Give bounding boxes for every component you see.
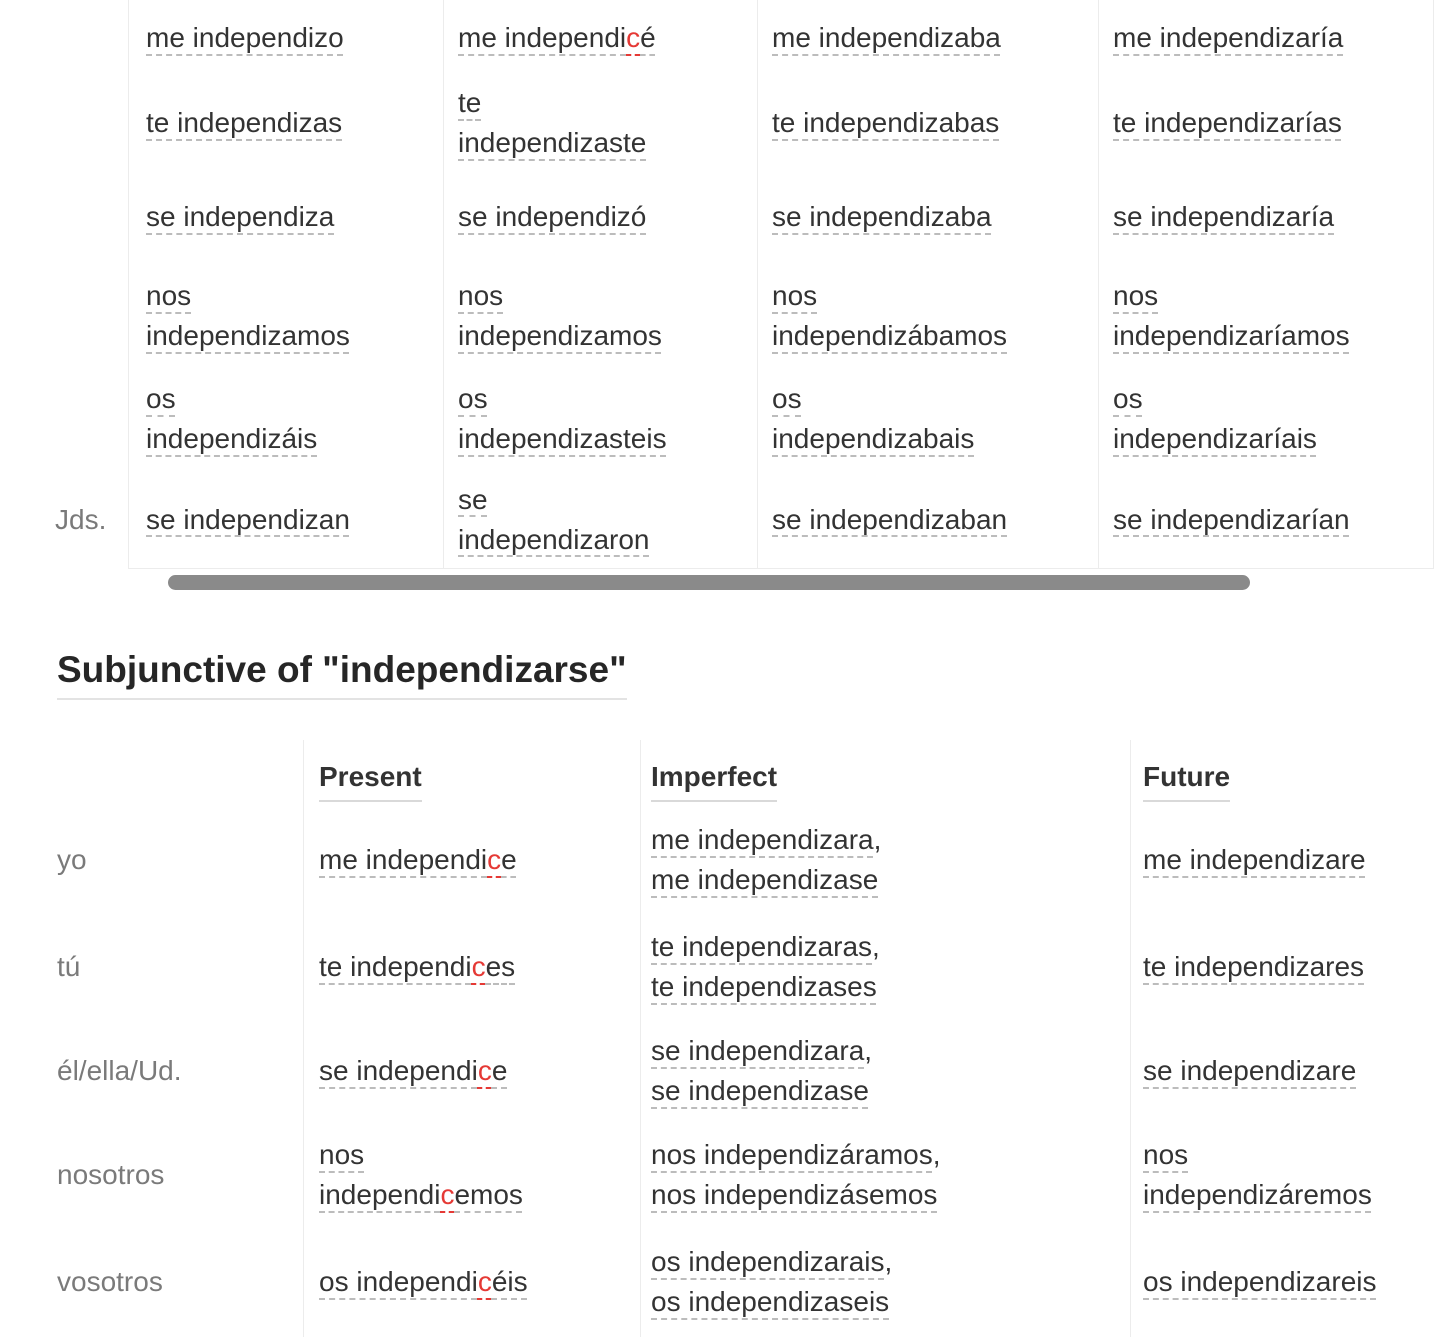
conjugation-cell [443, 0, 757, 76]
verb-form-text: se independizaría [1113, 201, 1335, 232]
verb-form-text: independizasteis [458, 423, 667, 454]
verb-form[interactable] [146, 276, 191, 316]
conjugation-cell [303, 915, 640, 1019]
table-row [0, 805, 1440, 915]
verb-form[interactable] [1143, 1135, 1188, 1175]
verb-form-text: é [640, 22, 656, 53]
conjugation-cell [1098, 264, 1433, 368]
table-row [0, 76, 1440, 170]
verb-form-text: independizabais [772, 423, 975, 454]
verb-form[interactable] [1143, 1175, 1372, 1215]
person-label: vosotros [57, 1266, 163, 1297]
irregular-letter: c [471, 951, 486, 982]
verb-form[interactable] [651, 860, 878, 900]
conjugation-cell [1130, 1019, 1440, 1123]
verb-form[interactable] [772, 197, 992, 237]
verb-form-text: os [458, 383, 488, 414]
verb-form-text: me independi [319, 844, 488, 875]
verb-form-text: e [501, 844, 517, 875]
conjugation-cell [303, 1019, 640, 1123]
verb-form[interactable] [772, 18, 1001, 58]
verb-form-text: me independizara [651, 824, 874, 855]
table-row [0, 0, 1440, 76]
verb-form-text: se independizó [458, 201, 647, 232]
conjugation-cell [128, 264, 443, 368]
verb-form[interactable] [772, 379, 802, 419]
tense-header-cell [303, 740, 640, 805]
verb-form-text: te independizarías [1113, 107, 1342, 138]
verb-form-text: te independi [319, 951, 472, 982]
verb-form-text: se independizan [146, 503, 350, 535]
section-heading-text: Subjunctive of "independizarse" [57, 650, 627, 700]
person-label-cell [0, 1123, 303, 1227]
tense-header-imperfect: Imperfect [651, 762, 777, 802]
person-label-cell [0, 470, 128, 569]
verb-form-text: se independizare [1143, 1055, 1357, 1086]
verb-form[interactable] [772, 103, 999, 143]
verb-form[interactable] [651, 1071, 869, 1111]
verb-form-text: nos [146, 280, 192, 311]
indicative-conjugation-table [0, 0, 1440, 569]
verb-form[interactable] [458, 480, 488, 520]
tense-header-present: Present [319, 762, 422, 802]
table-edge-cell [1433, 0, 1440, 76]
verb-form[interactable] [772, 316, 1007, 356]
verb-form-text: es [485, 951, 516, 982]
conjugation-cell [443, 264, 757, 368]
verb-form-text: e [491, 1055, 508, 1086]
verb-form-text: independizaríais [1113, 423, 1317, 454]
verb-form-text: os independi [319, 1266, 478, 1297]
verb-form-text: os independizareis [1143, 1266, 1377, 1297]
verb-form[interactable] [651, 1135, 941, 1175]
verb-form[interactable] [1113, 197, 1334, 237]
tense-header-cell [1130, 740, 1440, 805]
conjugation-cell [303, 1227, 640, 1337]
verb-form-text: independizaron [458, 523, 650, 555]
verb-form-text: nos [319, 1139, 365, 1170]
verb-form[interactable] [146, 18, 344, 58]
comma: , [864, 1035, 873, 1066]
verb-form[interactable] [651, 1282, 889, 1322]
verb-form[interactable] [1113, 18, 1343, 58]
conjugation-cell [128, 470, 443, 569]
verb-form[interactable] [1113, 316, 1350, 356]
conjugation-cell [1130, 805, 1440, 915]
conjugation-cell [757, 264, 1098, 368]
table-row [0, 1227, 1440, 1337]
comma: , [872, 931, 880, 962]
conjugation-cell [128, 170, 443, 264]
verb-form[interactable] [146, 419, 317, 459]
verb-form-text: se [458, 483, 488, 515]
verb-form[interactable] [651, 927, 880, 967]
table-edge-cell [1433, 470, 1440, 569]
table-bottom-border [128, 568, 1433, 569]
verb-form-text: se independizase [651, 1075, 869, 1106]
verb-form[interactable] [1113, 419, 1317, 459]
table-row [0, 170, 1440, 264]
verb-form[interactable] [146, 379, 176, 419]
verb-form[interactable] [146, 316, 350, 356]
irregular-letter: c [626, 22, 641, 53]
verb-form-text: me independizare [1143, 844, 1366, 875]
person-label: tú [57, 951, 81, 982]
conjugation-cell [640, 805, 1130, 915]
verb-form[interactable] [1113, 379, 1143, 419]
subjunctive-conjugation-table [0, 740, 1440, 1337]
verb-form[interactable] [1113, 276, 1158, 316]
tense-header-future: Future [1143, 762, 1230, 802]
verb-form-text: nos [772, 280, 818, 311]
verb-form-text: me independi [458, 22, 627, 53]
verb-form-text: se independiza [146, 201, 335, 232]
conjugation-cell [640, 915, 1130, 1019]
comma: , [932, 1139, 941, 1170]
verb-form[interactable] [772, 419, 974, 459]
person-label-cell [0, 740, 303, 805]
irregular-letter: c [440, 1179, 455, 1210]
verb-form-text: se independi [319, 1055, 478, 1086]
verb-form-text: nos independizásemos [651, 1179, 938, 1210]
verb-form[interactable] [1143, 840, 1366, 880]
verb-form-text: nos independizáramos [651, 1139, 933, 1170]
verb-form-text: te independizases [651, 971, 877, 1002]
table-header-row [0, 740, 1440, 805]
conjugation-cell [1130, 1123, 1440, 1227]
verb-form[interactable] [772, 276, 817, 316]
verb-form[interactable] [146, 197, 334, 237]
verb-form-text: os [1113, 383, 1143, 414]
section-heading [57, 650, 1440, 700]
verb-form-text: te independizas [146, 107, 343, 138]
conjugation-cell [443, 470, 757, 569]
verb-form-text: independizaste [458, 127, 647, 158]
verb-form[interactable] [458, 83, 481, 123]
person-label-cell [0, 1227, 303, 1337]
verb-form[interactable] [1113, 500, 1350, 540]
conjugation-cell [1130, 1227, 1440, 1337]
person-label-cell [0, 76, 128, 170]
verb-form[interactable] [1143, 1051, 1356, 1091]
comma: , [884, 1246, 893, 1277]
verb-form[interactable] [651, 1242, 892, 1282]
verb-form[interactable] [319, 840, 517, 880]
conjugation-cell [303, 1123, 640, 1227]
verb-form-text: os independizaseis [651, 1286, 890, 1317]
verb-form-text: os [146, 383, 176, 414]
verb-form[interactable] [458, 197, 646, 237]
verb-form-text: independi [319, 1179, 441, 1210]
table-row [0, 915, 1440, 1019]
conjugation-cell [128, 76, 443, 170]
verb-form[interactable] [651, 967, 877, 1007]
conjugation-cell [443, 368, 757, 470]
verb-form-text: nos [1113, 280, 1159, 311]
person-label-cell [0, 1019, 303, 1123]
tense-header-cell [640, 740, 1130, 805]
verb-form[interactable] [319, 1051, 507, 1091]
verb-form-text: se independizaban [772, 503, 1008, 535]
horizontal-scrollbar[interactable] [168, 575, 1250, 590]
verb-form[interactable] [1143, 947, 1364, 987]
verb-form-text: nos [458, 280, 504, 311]
comma: , [873, 824, 882, 855]
person-label-cell [0, 805, 303, 915]
verb-form-text: independizaríamos [1113, 320, 1350, 351]
conjugation-cell [640, 1019, 1130, 1123]
verb-form-text: te independizabas [772, 107, 1000, 138]
table-row [0, 470, 1440, 569]
irregular-letter: c [487, 844, 502, 875]
verb-form-text: se independizarían [1113, 503, 1350, 535]
verb-form[interactable] [458, 276, 503, 316]
irregular-letter: c [477, 1055, 492, 1086]
person-label-cell [0, 170, 128, 264]
irregular-letter: c [477, 1266, 492, 1297]
conjugation-cell [443, 76, 757, 170]
verb-form-text: te [458, 87, 482, 118]
verb-form-text: nos [1143, 1139, 1189, 1170]
verb-form-text: se independizara [651, 1035, 865, 1066]
verb-form-text: me independizo [146, 22, 344, 53]
conjugation-cell [1098, 170, 1433, 264]
verb-form-text: me independizaba [772, 22, 1001, 53]
person-label-cell [0, 264, 128, 368]
table-edge-cell [1433, 264, 1440, 368]
person-label: él/ella/Ud. [57, 1055, 182, 1086]
verb-form[interactable] [651, 1175, 937, 1215]
conjugation-cell [128, 0, 443, 76]
conjugation-cell [757, 368, 1098, 470]
verb-form-text: me independizase [651, 864, 879, 895]
verb-form-text: independizamos [146, 320, 350, 351]
verb-form-text: independizáis [146, 423, 318, 454]
verb-form[interactable] [1143, 1262, 1377, 1302]
conjugation-cell [1098, 76, 1433, 170]
verb-form-text: te independizaras [651, 931, 873, 962]
conjugation-cell [757, 0, 1098, 76]
verb-form[interactable] [319, 947, 515, 987]
verb-form[interactable] [651, 1031, 872, 1071]
conjugation-cell [757, 470, 1098, 569]
conjugation-cell [1098, 470, 1433, 569]
verb-form-text: éis [491, 1266, 528, 1297]
verb-form[interactable] [319, 1135, 364, 1175]
conjugation-cell [1098, 0, 1433, 76]
conjugation-cell [1130, 915, 1440, 1019]
verb-form-text: se independizaba [772, 201, 992, 232]
verb-form-text: os [772, 383, 802, 414]
conjugation-cell [1098, 368, 1433, 470]
conjugation-cell [640, 1227, 1130, 1337]
verb-form-text: te independizares [1143, 951, 1365, 982]
table-row [0, 1123, 1440, 1227]
verb-form[interactable] [458, 419, 667, 459]
person-label: Jds. [55, 503, 107, 535]
verb-form[interactable] [458, 520, 650, 560]
verb-form-text: independizáremos [1143, 1179, 1372, 1210]
verb-form[interactable] [146, 103, 342, 143]
table-edge-cell [1433, 170, 1440, 264]
verb-form-text: independizamos [458, 320, 662, 351]
table-row [0, 368, 1440, 470]
conjugation-cell [640, 1123, 1130, 1227]
verb-form[interactable] [458, 379, 488, 419]
table-edge-cell [1433, 76, 1440, 170]
person-label-cell [0, 915, 303, 1019]
person-label: nosotros [57, 1159, 165, 1190]
conjugation-cell [757, 76, 1098, 170]
conjugation-cell [128, 368, 443, 470]
conjugation-cell [443, 170, 757, 264]
table-row [0, 1019, 1440, 1123]
verb-form-text: emos [454, 1179, 523, 1210]
conjugation-cell [757, 170, 1098, 264]
person-label: yo [57, 844, 87, 875]
conjugation-cell [303, 805, 640, 915]
verb-form[interactable] [772, 500, 1007, 540]
verb-form[interactable] [319, 1175, 523, 1215]
table-row [0, 264, 1440, 368]
verb-form[interactable] [1113, 103, 1342, 143]
verb-form[interactable] [146, 500, 350, 540]
table-edge-cell [1433, 368, 1440, 470]
verb-form[interactable] [458, 18, 656, 58]
verb-form-text: me independizaría [1113, 22, 1344, 53]
verb-form[interactable] [651, 820, 881, 860]
verb-form-text: independizábamos [772, 320, 1008, 351]
verb-form[interactable] [458, 123, 646, 163]
person-label-cell [0, 368, 128, 470]
verb-form[interactable] [319, 1262, 528, 1302]
person-label-cell [0, 0, 128, 76]
verb-form-text: os independizarais [651, 1246, 885, 1277]
verb-form[interactable] [458, 316, 662, 356]
